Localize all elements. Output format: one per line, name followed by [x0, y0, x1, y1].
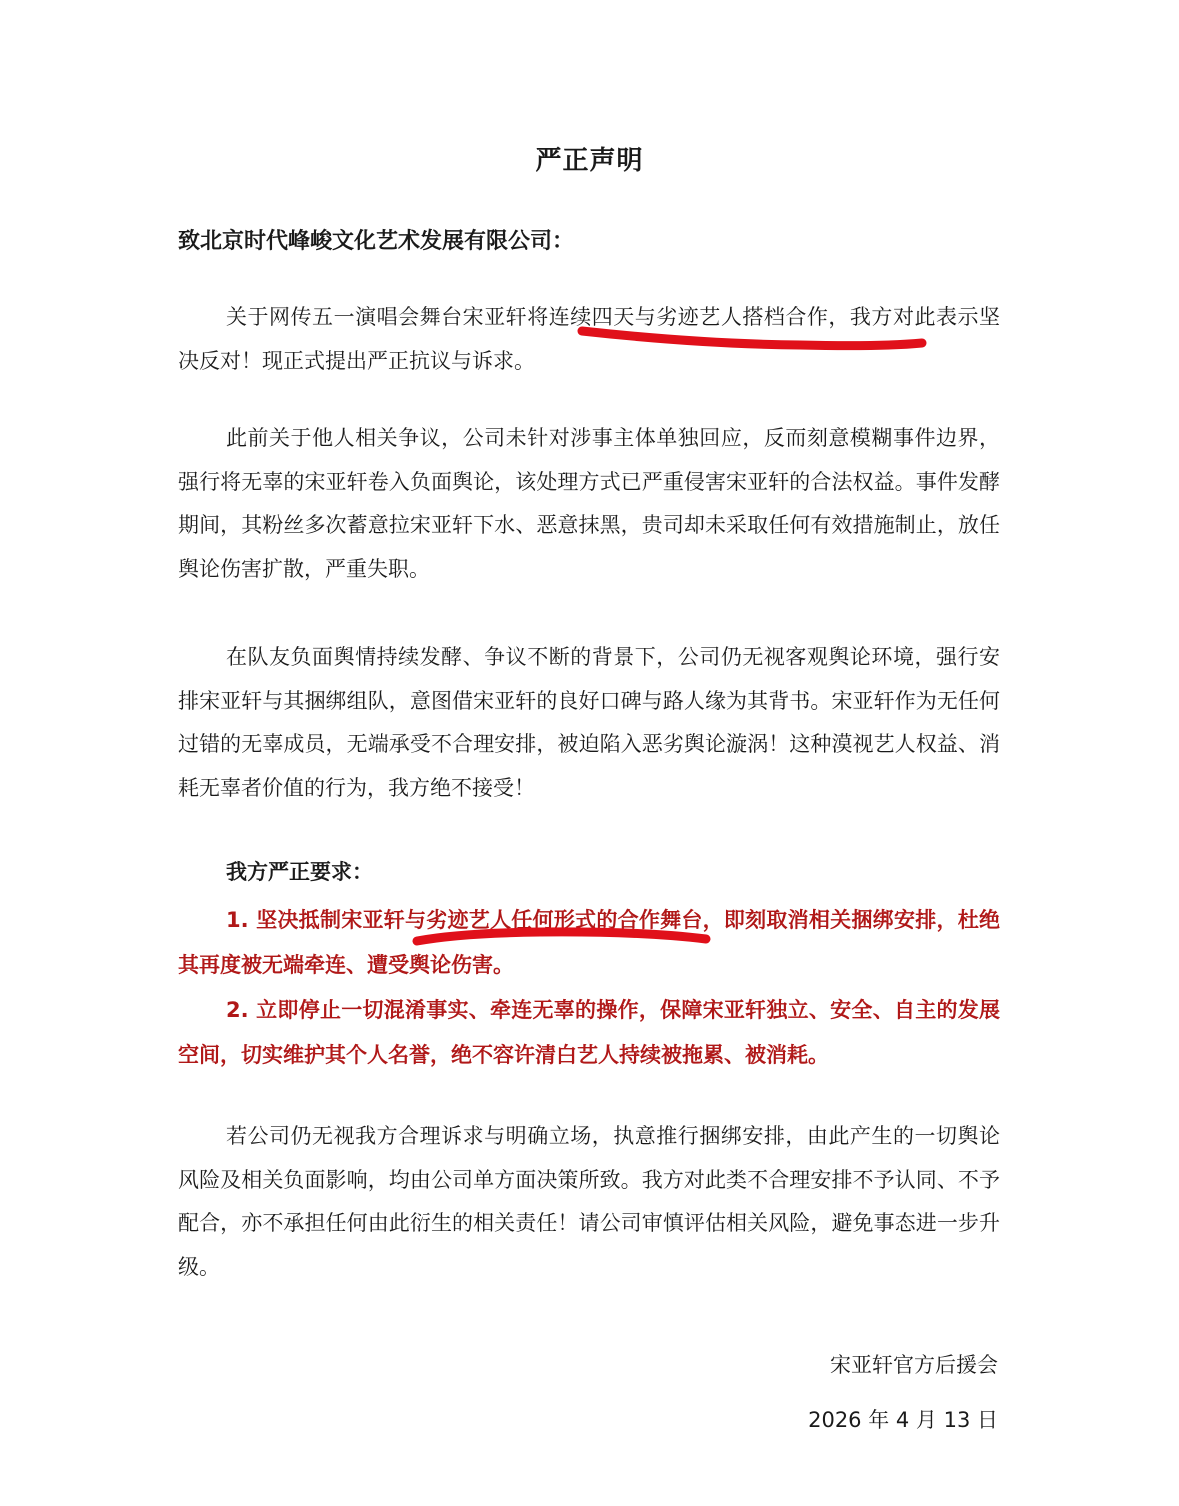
- paragraph-2: 此前关于他人相关争议，公司未针对涉事主体单独回应，反而刻意模糊事件边界，强行将无辜的宋亚轩卷入负面舆论，该处理方式已严重侵害宋亚轩的合法权益。事件发酵期间，其粉丝多次蓄意拉宋亚轩下水、恶意抹黑，贵司却未采取任何有效措施制止，放任舆论伤害扩散，严重失职。: [178, 426, 1000, 581]
- paragraph-1: 关于网传五一演唱会舞台宋亚轩将连续四天与劣迹艺人搭档合作，我方对此表示坚决反对！现正式提出严正抗议与诉求。: [178, 305, 1000, 373]
- signature: 宋亚轩官方后援会: [830, 1353, 998, 1377]
- demand-1: 1. 坚决抵制宋亚轩与劣迹艺人任何形式的合作舞台，即刻取消相关捆绑安排，杜绝其再度被无端牵连、遭受舆论伤害。: [178, 908, 1000, 977]
- demands-heading: 我方严正要求：: [226, 860, 373, 884]
- paragraph-4: 若公司仍无视我方合理诉求与明确立场，执意推行捆绑安排，由此产生的一切舆论风险及相关负面影响，均由公司单方面决策所致。我方对此类不合理安排不予认同、不予配合，亦不承担任何由此衍生的相关责任！请公司审慎评估相关风险，避免事态进一步升级。: [178, 1124, 1000, 1279]
- recipient-line: 致北京时代峰峻文化艺术发展有限公司：: [178, 229, 575, 254]
- demand-2: 2. 立即停止一切混淆事实、牵连无辜的操作，保障宋亚轩独立、安全、自主的发展空间，切实维护其个人名誉，绝不容许清白艺人持续被拖累、被消耗。: [178, 998, 1000, 1067]
- paragraph-3: 在队友负面舆情持续发酵、争议不断的背景下，公司仍无视客观舆论环境，强行安排宋亚轩与其捆绑组队，意图借宋亚轩的良好口碑与路人缘为其背书。宋亚轩作为无任何过错的无辜成员，无端承受不合理安排，被迫陷入恶劣舆论漩涡！这种漠视艺人权益、消耗无辜者价值的行为，我方绝不接受！: [178, 645, 1000, 800]
- date-line: 2026 年 4 月 13 日: [808, 1408, 998, 1432]
- page-title: 严正声明: [535, 146, 644, 176]
